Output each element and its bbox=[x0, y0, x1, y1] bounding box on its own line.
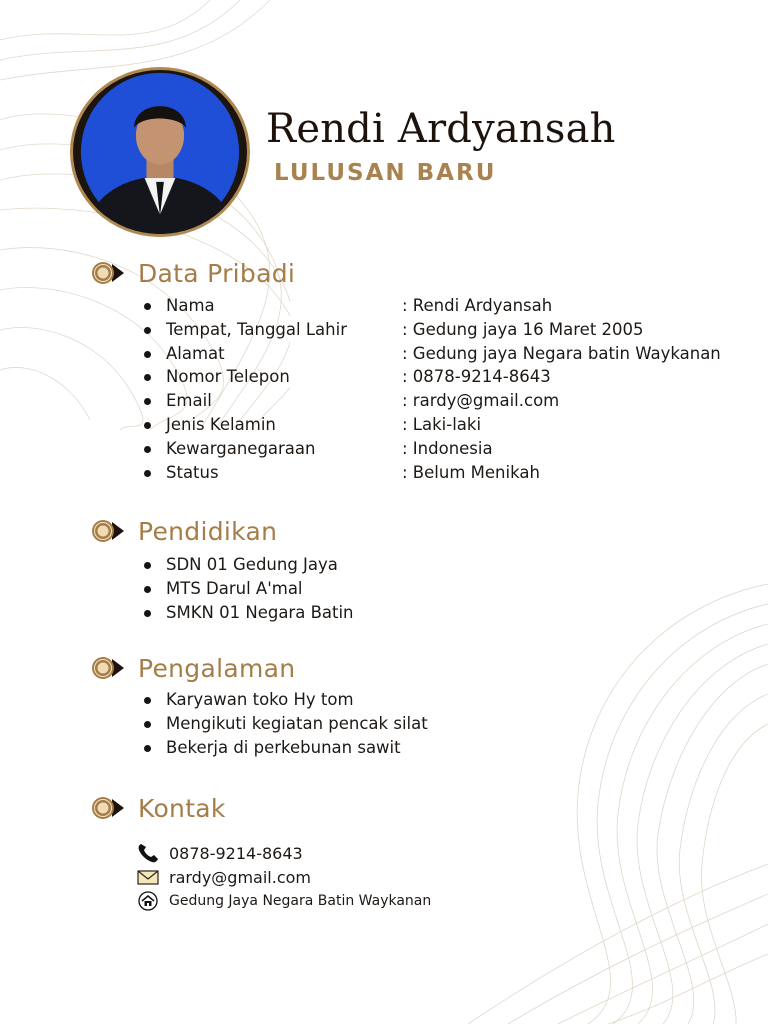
education-list bbox=[90, 553, 730, 624]
contact-email bbox=[90, 865, 730, 889]
contact-phone bbox=[90, 841, 730, 865]
list-item: MTS Darul A'mal bbox=[90, 577, 730, 601]
field-value: : Laki-laki bbox=[402, 414, 482, 434]
contact-list bbox=[90, 841, 730, 913]
mail-icon bbox=[137, 867, 159, 887]
experience-list bbox=[90, 688, 730, 759]
field-value: : Gedung jaya 16 Maret 2005 bbox=[402, 319, 644, 339]
field-value: : rardy@gmail.com bbox=[402, 391, 560, 411]
field-label: Status bbox=[166, 462, 219, 482]
list-item bbox=[90, 389, 730, 413]
field-label: Alamat bbox=[166, 343, 225, 363]
list-item: SDN 01 Gedung Jaya bbox=[90, 553, 730, 577]
section-header bbox=[90, 256, 730, 290]
field-label: Email bbox=[166, 391, 212, 411]
list-item: Mengikuti kegiatan pencak silat bbox=[90, 712, 730, 736]
field-label: Tempat, Tanggal Lahir bbox=[166, 319, 347, 339]
gold-circle-arrow-icon bbox=[90, 261, 126, 285]
job-title: LULUSAN BARU bbox=[274, 160, 497, 186]
section-title: Kontak bbox=[138, 793, 226, 823]
field-value: : 0878-9214-8643 bbox=[402, 367, 551, 387]
gold-circle-arrow-icon bbox=[90, 519, 126, 543]
field-value: : Indonesia bbox=[402, 438, 493, 458]
field-label: Nomor Telepon bbox=[166, 367, 290, 387]
list-item bbox=[90, 461, 730, 485]
list-item bbox=[90, 294, 730, 318]
section-header bbox=[90, 791, 730, 825]
list-item bbox=[90, 342, 730, 366]
phone-icon bbox=[137, 843, 159, 863]
list-item bbox=[90, 318, 730, 342]
contact-address-text: Gedung Jaya Negara Batin Waykanan bbox=[169, 893, 432, 909]
section-contact bbox=[90, 791, 730, 913]
contact-address bbox=[90, 889, 730, 913]
section-personal-data bbox=[90, 256, 730, 484]
field-value: : Belum Menikah bbox=[402, 462, 540, 482]
list-item bbox=[90, 365, 730, 389]
list-item: Karyawan toko Hy tom bbox=[90, 688, 730, 712]
home-icon bbox=[137, 891, 159, 911]
field-label: Nama bbox=[166, 296, 215, 315]
personal-data-list bbox=[90, 294, 730, 484]
list-item: SMKN 01 Negara Batin bbox=[90, 601, 730, 625]
field-label: Jenis Kelamin bbox=[166, 414, 276, 434]
section-experience bbox=[90, 651, 730, 759]
section-education bbox=[90, 514, 730, 624]
profile-photo bbox=[70, 67, 250, 237]
list-item: Bekerja di perkebunan sawit bbox=[90, 736, 730, 760]
field-value: : Gedung jaya Negara batin Waykanan bbox=[402, 343, 721, 363]
section-title: Pendidikan bbox=[138, 516, 278, 546]
field-label: Kewarganegaraan bbox=[166, 438, 316, 458]
list-item bbox=[90, 413, 730, 437]
gold-circle-arrow-icon bbox=[90, 796, 126, 820]
section-title: Pengalaman bbox=[138, 653, 296, 683]
section-header bbox=[90, 651, 730, 685]
contact-phone-text: 0878-9214-8643 bbox=[169, 843, 303, 863]
gold-circle-arrow-icon bbox=[90, 656, 126, 680]
contact-email-text: rardy@gmail.com bbox=[169, 867, 311, 887]
full-name: Rendi Ardyansah bbox=[266, 106, 616, 152]
list-item bbox=[90, 437, 730, 461]
section-title: Data Pribadi bbox=[138, 258, 296, 288]
section-header bbox=[90, 514, 730, 548]
field-value: : Rendi Ardyansah bbox=[402, 296, 553, 315]
